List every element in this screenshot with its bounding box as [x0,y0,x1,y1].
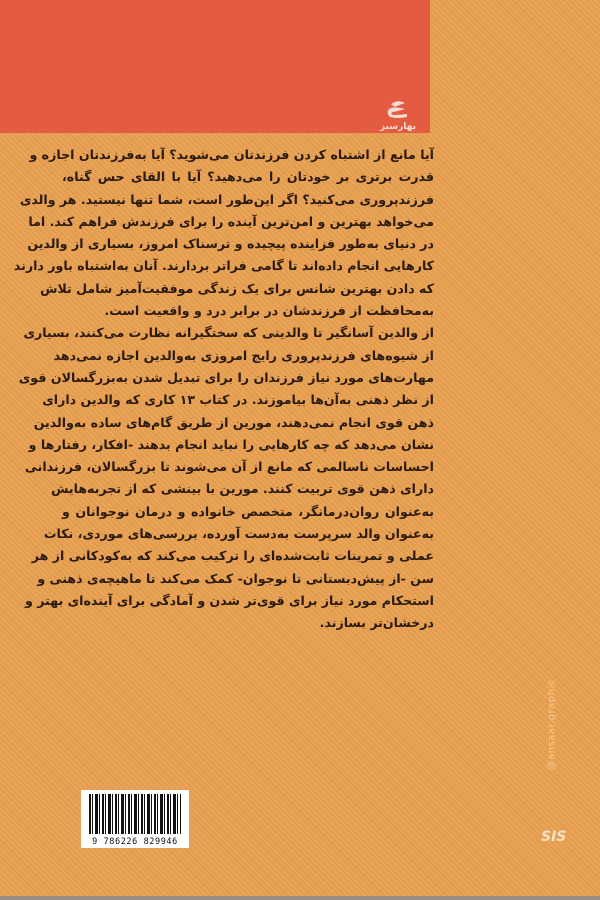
blurb-line: استحکام مورد نیاز برای قوی‌تر شدن و آمادگی برای آینده‌ای بهتر و [25,592,434,608]
blurb-line: کارهایی انجام داده‌اند تا گامی فراتر بردارند. آنان به‌اشتباه باور دارند [13,258,434,274]
blurb-line: نشان می‌دهد که چه کارهایی را نباید انجام بدهند -افکار، رفتارها و [28,436,434,452]
imprint-logo: SIS [541,829,567,845]
blurb-line: از نظر ذهنی به‌آن‌ها بیاموزند. در کتاب ۱۳ کاری که والدین دارای [42,392,434,408]
blurb-line: درخشان‌تر بسازند. [319,615,434,631]
blurb-line: آیا مانع از اشتباه کردن فرزندتان می‌شوید؟ آیا به‌فرزندتان اجازه و [29,147,434,162]
back-cover-blurb [13,144,434,635]
barcode-bars [89,794,181,834]
instagram-handle: @ansaar.graphic [546,679,558,771]
blurb-line: که دادن بهترین شانس برای یک زندگی موفقیت‌آمیز شامل تلاش [40,280,434,296]
blurb-paragraph [13,144,434,322]
publisher-name: بهارسبز [379,122,416,132]
publisher-logo [378,100,418,132]
blurb-line: از شیوه‌های فرزندپروری رایج امروزی به‌والدین اجازه نمی‌دهد [53,347,434,363]
blurb-line: قدرت برتری بر خودتان را می‌دهید؟ آیا با القای حس گناه، [62,169,434,185]
blurb-line: به‌عنوان روان‌درمانگر، متخصص خانواده و درمان نوجوانان و [62,503,434,519]
blurb-line: سن -از پیش‌دبستانی تا نوجوان- کمک می‌کند تا ماهیچه‌ی ذهنی و [37,570,434,586]
blurb-line: دارای ذهن قوی تربیت کنند. مورین با بینشی که از تجربه‌هایش [51,481,434,497]
blurb-line: به‌عنوان والد سرپرست به‌دست آورده، بررسی‌های موردی، نکات [43,526,434,542]
blurb-line: ذهن قوی انجام نمی‌دهند، مورین از طریق گام‌های ساده به‌والدین [33,414,434,430]
blurb-line: در دنیای به‌طور فزاینده پیچیده و ترسناک امروز، بسیاری از والدین [27,236,434,252]
header-color-block [0,0,430,133]
book-stack-icon [385,100,411,122]
blurb-line: فرزندپروری می‌کنید؟ اگر این‌طور است، شما تنها نیستید. هر والدی [19,191,434,207]
blurb-line: از والدین آسانگیر تا والدینی که سختگیرانه نظارت می‌کنند، بسیاری [23,325,434,341]
blurb-paragraph [18,322,434,634]
blurb-line: به‌محافظت از فرزندشان در برابر درد و واقعیت است. [104,303,434,319]
bottom-edge [0,896,600,900]
isbn-barcode [81,790,189,848]
blurb-line: می‌خواهد بهترین و امن‌ترین آینده را برای فرزندش فراهم کند. اما [28,213,434,229]
blurb-line: مهارت‌های مورد نیاز فرزندان را برای تبدیل شدن به‌بزرگسالان قوی [18,369,434,385]
blurb-line: عملی و تمرینات ثابت‌شده‌ای را ترکیب می‌کند که به‌کودکانی از هر [31,548,434,564]
isbn-number: 9 786226 829946 [92,837,178,847]
blurb-line: احساسات ناسالمی که مانع از آن می‌شوند تا بزرگسالان، فرزندانی [24,459,434,475]
